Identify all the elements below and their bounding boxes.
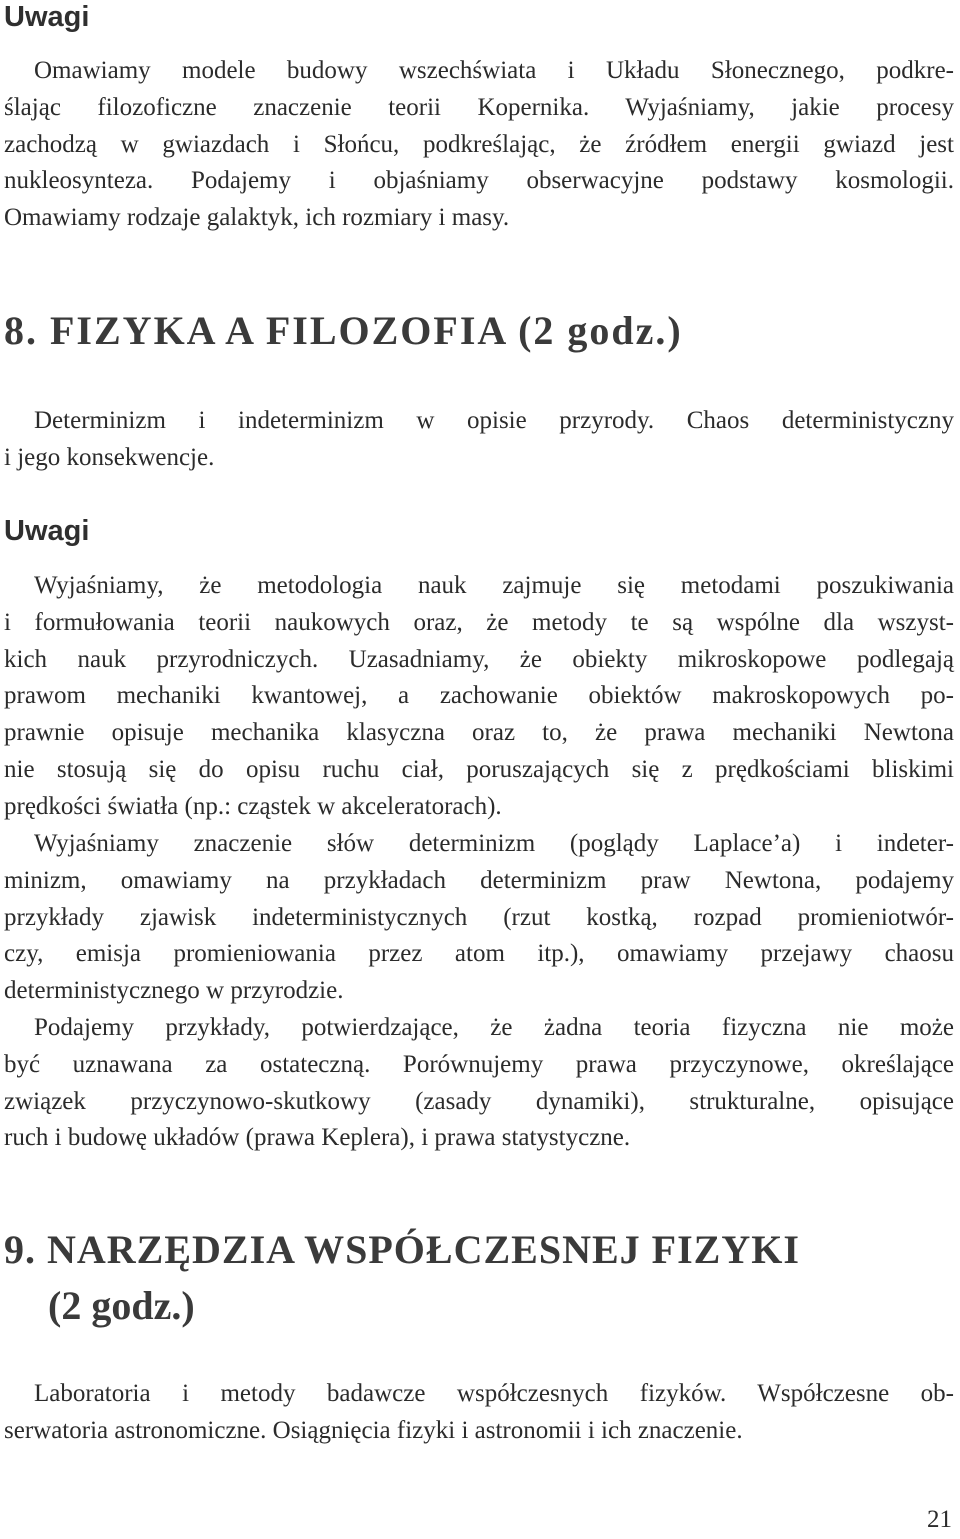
text-line: ruch i budowę układów (prawa Keplera), i prawa statystyczne. (4, 1124, 631, 1152)
remarks-heading: Uwagi (4, 515, 90, 547)
text-line: nie stosują się do opisu ruchu ciał, poruszających się z prędkościami bliskimi (4, 755, 954, 783)
section7-remarks-text (4, 53, 954, 237)
text-line: prawom mechaniki kwantowej, a zachowanie obiektów makroskopowych po- (4, 682, 954, 710)
section-title-continuation: (2 godz.) (48, 1283, 195, 1328)
text-line: Omawiamy rodzaje galaktyk, ich rozmiary i masy. (4, 204, 510, 232)
text-line: Wyjaśniamy, że metodologia nauk zajmuje się metodami poszukiwania (34, 572, 954, 599)
text-line: nukleosynteza. Podajemy i objaśniamy obserwacyjne podstawy kosmologii. (4, 167, 954, 195)
page-number: 21 (927, 1506, 952, 1533)
text-line: i formułowania teorii naukowych oraz, że metody te są wspólne dla wszyst- (4, 608, 954, 636)
text-line: minizm, omawiamy na przykładach determinizm praw Newtona, podajemy (4, 866, 954, 894)
text-line: serwatoria astronomiczne. Osiągnięcia fizyki i astronomii i ich znaczenie. (4, 1416, 743, 1444)
text-line: ślając filozoficzne znaczenie teorii Kopernika. Wyjaśniamy, jakie procesy (4, 93, 954, 121)
remarks-heading: Uwagi (4, 1, 90, 33)
section9-intro (4, 1376, 954, 1450)
text-line: deterministycznego w przyrodzie. (4, 977, 344, 1005)
text-line: Omawiamy modele budowy wszechświata i Układu Słonecznego, podkre- (34, 57, 954, 84)
section8-paragraph-1 (4, 568, 954, 826)
text-line: czy, emisja promieniowania przez atom itp.), omawiamy przejawy chaosu (4, 940, 954, 968)
text-line: być uznawana za ostateczną. Porównujemy prawa przyczynowe, określające (4, 1050, 954, 1078)
section-title: 9. NARZĘDZIA WSPÓŁCZESNEJ FIZYKI (4, 1227, 800, 1272)
section8-intro (4, 403, 954, 477)
section8-paragraph-2 (4, 826, 954, 1010)
text-line: Wyjaśniamy znaczenie słów determinizm (poglądy Laplace’a) i indeter- (34, 830, 954, 857)
text-line: prędkości światła (np.: cząstek w akceleratorach). (4, 792, 502, 820)
section8-paragraph-3 (4, 1010, 954, 1157)
text-line: Determinizm i indeterminizm w opisie przyrody. Chaos deterministyczny (34, 407, 954, 434)
text-line: kich nauk przyrodniczych. Uzasadniamy, że obiekty mikroskopowe podlegają (4, 645, 954, 673)
text-line: Laboratoria i metody badawcze współczesnych fizyków. Współczesne ob- (34, 1380, 954, 1407)
text-line: przykłady zjawisk indeterministycznych (rzut kostką, rozpad promieniotwór- (4, 903, 954, 931)
section-title: 8. FIZYKA A FILOZOFIA (2 godz.) (4, 308, 683, 353)
text-line: związek przyczynowo-skutkowy (zasady dynamiki), strukturalne, opisujące (4, 1087, 954, 1115)
text-line: zachodzą w gwiazdach i Słońcu, podkreślając, że źródłem energii gwiazd jest (4, 130, 954, 158)
text-line: Podajemy przykłady, potwierdzające, że żadna teoria fizyczna nie może (34, 1014, 954, 1041)
text-line: prawnie opisuje mechanika klasyczna oraz to, że prawa mechaniki Newtona (4, 719, 954, 747)
text-line: i jego konsekwencje. (4, 443, 215, 471)
